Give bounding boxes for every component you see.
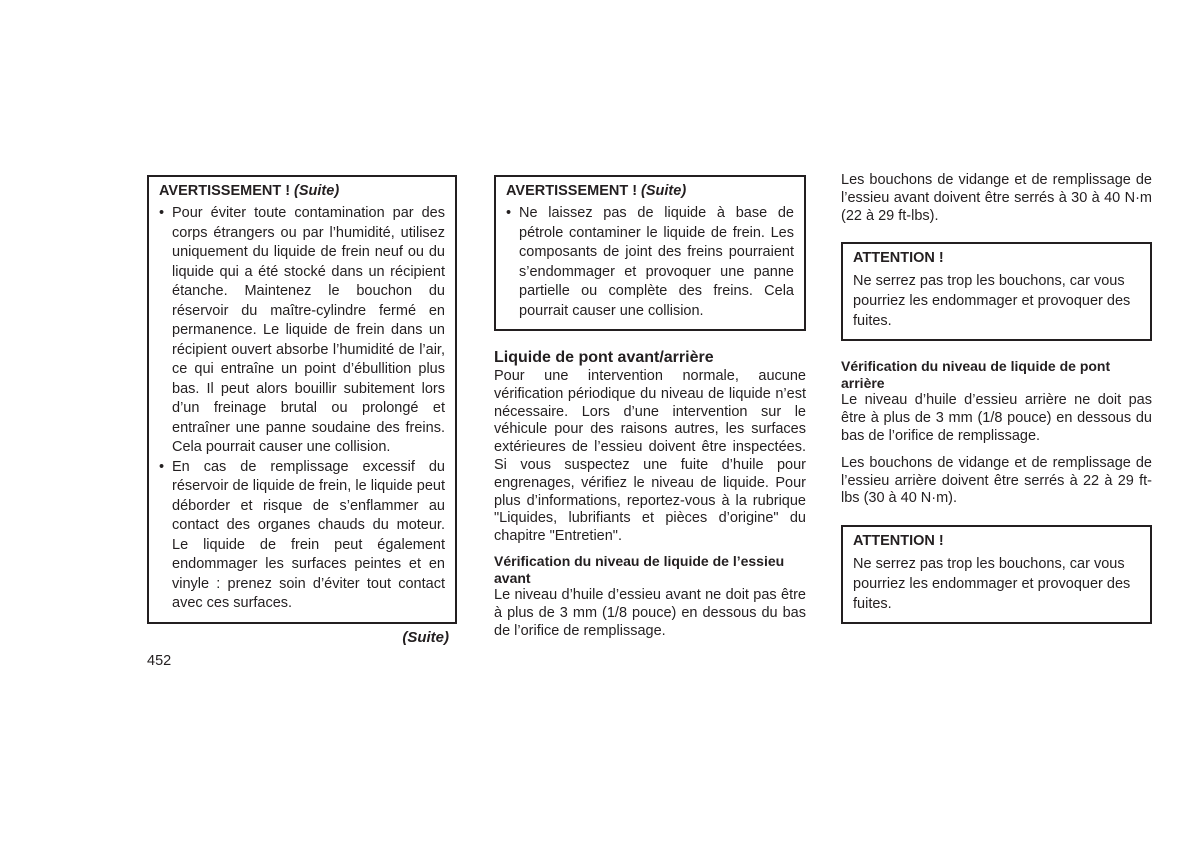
axle-fluid-section — [494, 348, 806, 640]
continued-label: (Suite) — [402, 629, 449, 646]
page-number: 452 — [147, 653, 172, 669]
front-axle-subheading: Vérification du niveau de liquide de l’essieu avant — [494, 552, 785, 586]
warning-box-left — [147, 175, 457, 624]
attention-title: ATTENTION ! — [853, 533, 944, 550]
front-axle-paragraph: Le niveau d’huile d’essieu avant ne doit pas être à plus de 3 mm (1/8 pouce) en dessous du bas de l’orifice de remplissage. — [494, 586, 806, 639]
section-heading: Liquide de pont avant/arrière — [494, 349, 714, 366]
right-column — [841, 172, 1152, 624]
warning-suite-label: (Suite) — [294, 183, 340, 199]
warning-title-left — [159, 181, 445, 201]
attention-text: Ne serrez pas trop les bouchons, car vous pourriez les endommager et provoquer des fuites. — [853, 273, 1131, 330]
attention-title: ATTENTION ! — [853, 250, 944, 267]
attention-box-1 — [841, 242, 1152, 341]
front-axle-torque-text: Les bouchons de vidange et de remplissage de l’essieu avant doivent être serrés à 30 à 40 N·m (22 à 29 ft-lbs). — [841, 172, 1152, 224]
warning-label: AVERTISSEMENT ! — [159, 183, 291, 199]
warning-suite-label: (Suite) — [641, 183, 687, 199]
warning-bullet: • En cas de remplissage excessif du réservoir de liquide de frein, le liquide peut déborder et risque de s’enflammer au contact des organes chauds du moteur. Le liquide de frein peut également endommager les surfaces peintes et en vinyle : prenez soin d’éviter tout contact avec ces surfaces. — [159, 458, 445, 614]
attention-text: Ne serrez pas trop les bouchons, car vous pourriez les endommager et provoquer des fuites. — [853, 556, 1131, 613]
rear-axle-subheading: Vérification du niveau de liquide de pont arrière — [841, 358, 1111, 392]
warning-bullet: • Pour éviter toute contamination par des corps étrangers ou par l’humidité, utilisez uniquement du liquide de frein neuf ou du liquide qui a été stocké dans un récipient étanche. Maintenez le bouchon du réservoir du maître-cylindre fermé en permanence. Le liquide de frein dans un récipient ouvert absorbe l’humidité de l’air, ce qui entraîne un point d’ébullition plus bas. Il peut alors bouillir subitement lors d’un freinage brutal ou prolongé et entraîner une panne soudaine des freins. Cela pourrait causer une collision. — [159, 204, 445, 458]
warning-box-middle — [494, 175, 806, 331]
warning-title-middle — [506, 181, 794, 201]
warning-bullet: • Ne laissez pas de liquide à base de pétrole contaminer le liquide de frein. Les composants de joint des freins pourraient s’endommager et provoquer une panne partielle ou complète des freins. Cela pourrait causer une collision. — [506, 204, 794, 321]
warning-bullet-list-middle — [506, 204, 794, 321]
rear-axle-torque-text: Les bouchons de vidange et de remplissage de l’essieu arrière doivent être serrés à 22 à 29 ft-lbs (30 à 40 N·m). — [841, 454, 1152, 507]
warning-label: AVERTISSEMENT ! — [506, 183, 638, 199]
warning-bullet-list-left — [159, 204, 445, 614]
section-paragraph: Pour une intervention normale, aucune vérification périodique du niveau de liquide n’est nécessaire. Lors d’une intervention sur le véhicule pour des raisons autres, les surfaces extérieures de l’essieu doivent être inspectées. Si vous suspectez une fuite d’huile pour engrenages, vérifiez le niveau de liquide. Pour plus d’informations, reportez-vous à la rubrique "Liquides, lubrifiants et pièces d’origine" du chapitre "Entretien". — [494, 368, 806, 545]
rear-axle-paragraph: Le niveau d’huile d’essieu arrière ne doit pas être à plus de 3 mm (1/8 pouce) en dessous du bas de l’orifice de remplissage. — [841, 392, 1152, 444]
attention-box-2 — [841, 525, 1152, 624]
